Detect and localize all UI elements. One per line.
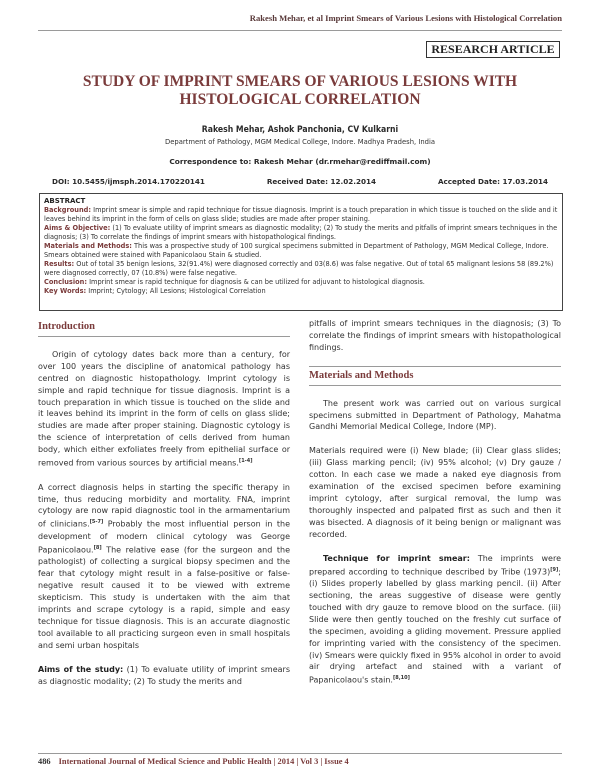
citation: [9] <box>550 566 559 573</box>
affiliation: Department of Pathology, MGM Medical College, Indore. Madhya Pradesh, India <box>164 138 436 146</box>
aims-continued: pitfalls of imprint smears techniques in the diagnosis; (3) To correlate the findings of imprint smears with histopathological findings. <box>309 319 561 352</box>
introduction-heading: Introduction <box>38 318 290 337</box>
aims-of-study-label: Aims of the study: <box>38 664 124 674</box>
left-column <box>38 318 290 699</box>
aims-paragraph <box>38 664 290 688</box>
background-text: Imprint smear is simple and rapid technique for tissue diagnosis. Imprint is a touch preparation in which tissue is touched on the slide and it leaves behind its imprint in the form of cells on glass slide; studies are made after proper staining. <box>44 206 558 223</box>
citation: [8] <box>93 544 102 551</box>
running-head: Rakesh Mehar, et al Imprint Smears of Various Lesions with Histological Correlation <box>249 13 562 23</box>
accepted-date: Accepted Date: 17.03.2014 <box>437 177 548 186</box>
author-list: Rakesh Mehar, Ashok Panchonia, CV Kulkarni <box>201 125 399 135</box>
technique-paragraph <box>309 553 561 687</box>
results-text: Out of total 35 benign lesions, 32(91.4%) were diagnosed correctly and 03(8.6) was false negative. Out of total 65 malignant lesions 58 (89.2%) were diagnosed correctly, 07 (10.8%) were false negative. <box>44 260 554 277</box>
correspondence <box>40 157 560 166</box>
article-type-badge: RESEARCH ARTICLE <box>426 41 560 58</box>
section-divider <box>309 385 561 386</box>
abstract-conclusion <box>44 278 558 287</box>
intro-paragraph-2 <box>38 482 290 652</box>
intro-paragraph-1 <box>38 349 290 470</box>
aims-of-study-text: (1) To evaluate utility of imprint smears as diagnostic modality; (2) To study the merits and <box>38 664 290 686</box>
citation: [5-7] <box>89 519 104 526</box>
journal-info: International Journal of Medical Science and Public Health | 2014 | Vol 3 | Issue 4 <box>58 757 349 766</box>
right-column <box>309 318 561 699</box>
materials-methods-heading: Materials and Methods <box>309 369 414 381</box>
top-rule <box>38 30 562 31</box>
methods-label: Materials and Methods: <box>44 242 132 250</box>
intro-p2-text-a: A correct diagnosis helps in starting the specific therapy in time, thus reducing morbidity and mortality. FNA, imprint cytology are now rapid diagnostic tool in the armamentarium of clinicians. <box>38 482 290 529</box>
technique-text-b: ; (i) Slides properly labelled by glass marking pencil. (ii) After sectioning, the areas suggestive of disease were gently touched with dry gauze to remove blood on the surface. (iii) Slide were then gently touched on the freshly cut surface of the specimen, avoiding a gliding movement. Pressure applied for imprinting varied with the consistency of the specimen. (iv) Smears were quickly fixed in 95% alcohol in order to avoid air drying artefact and stained with a variant of Papanicolaou's stain. <box>309 567 561 685</box>
correspondence-label: Correspondence to: <box>169 157 252 166</box>
intro-p2-text-c: The relative ease (for the surgeon and the pathologist) of collecting a surgical biopsy specimen and the fear that cytology might result in a false-positive or false-negative result caused it to be viewed with extreme skepticism. This study is undertaken with the aim that imprints and scrape cytology is a rapid, simple and easy technique for tissue diagnosis. This is an accurate diagnostic tool available to all practicing surgeon even in small hospitals and semi urban hospitals <box>38 545 290 650</box>
methods-text: This was a prospective study of 100 surgical specimens submitted in Department of Pathology, MGM Medical College, Indore. Smears obtained were stained with Papanicolaou Stain & studied. <box>44 242 549 259</box>
correspondence-value[interactable]: Rakesh Mehar (dr.rmehar@rediffmail.com) <box>253 157 431 166</box>
abstract-results <box>44 260 558 278</box>
title-line-1: STUDY OF IMPRINT SMEARS OF VARIOUS LESIONS WITH <box>82 73 518 90</box>
title-line-2: HISTOLOGICAL CORRELATION <box>179 91 421 108</box>
abstract-box <box>39 193 563 311</box>
technique-text-a: The imprints were prepared according to technique described by Tribe (1973) <box>309 553 561 577</box>
keywords-label: Key Words: <box>44 287 87 295</box>
aims-text: (1) To evaluate utility of imprint smears as diagnostic modality; (2) To study the merits and pitfalls of imprint smears techniques in the diagnosis; (3) To correlate the findings of imprint smears with histopathological findings. <box>44 224 558 241</box>
received-date: Received Date: 12.02.2014 <box>266 177 377 186</box>
results-label: Results: <box>44 260 75 268</box>
abstract-heading: ABSTRACT <box>44 197 86 205</box>
technique-label: Technique for imprint smear: <box>323 553 470 563</box>
citation: [8,10] <box>392 675 410 682</box>
aims-label: Aims & Objective: <box>44 224 111 232</box>
background-label: Background: <box>44 206 92 214</box>
article-dates-row <box>52 177 548 186</box>
mm-paragraph-1: The present work was carried out on various surgical specimens submitted in Department of Pathology, Mahatma Gandhi Memorial Medical College, Indore (MP). <box>309 398 561 432</box>
abstract-background <box>44 206 558 224</box>
spacer <box>38 337 290 349</box>
intro-p1-text: Origin of cytology dates back more than a century, for over 100 years the discipline of anatomical pathology has centred on diagnostic histopathology. Imprint cytology is simple and rapid technique for tissue diagnosis. Imprint is a touch preparation in which tissue is touched on the slide and it leaves behind its imprint in the form of cells on glass slide; studies are made after proper staining. Diagnostic cytology is the science of interpretation of cells derived from human body, which either exfoliates freely from epithelial surface or removed from various sources by artificial means. <box>38 349 290 468</box>
abstract-keywords <box>44 287 558 296</box>
keywords-text: Imprint; Cytology; All Lesions; Histological Correlation <box>86 287 266 295</box>
abstract-methods <box>44 242 558 260</box>
abstract-aims <box>44 224 558 242</box>
mm-paragraph-2: Materials required were (i) New blade; (ii) Clear glass slides; (iii) Glass marking pencil; (iv) 95% alcohol; (v) Dry gauze / cotton. In each case we made a naked eye diagnosis from examination of the excised specimen before examining imprint cytology, after surgical removal, the lump was thoroughly inspected and palpated first as such and then it was bisected. A diagnosis of it being benign or malignant was recorded. <box>309 446 561 539</box>
page-number: 486 <box>38 757 51 766</box>
doi[interactable]: DOI: 10.5455/ijmsph.2014.170220141 <box>52 177 205 186</box>
conclusion-text: Imprint smear is rapid technique for diagnosis & can be utilized for adjuvant to histological diagnosis. <box>86 278 425 286</box>
article-title <box>40 73 560 109</box>
conclusion-label: Conclusion: <box>44 278 87 286</box>
intro-p2-text-b: Probably the most influential person in the development of modern clinical cytology was George Papanicolaou. <box>38 520 290 555</box>
citation: [1-4] <box>238 458 253 465</box>
page-footer <box>38 753 562 766</box>
